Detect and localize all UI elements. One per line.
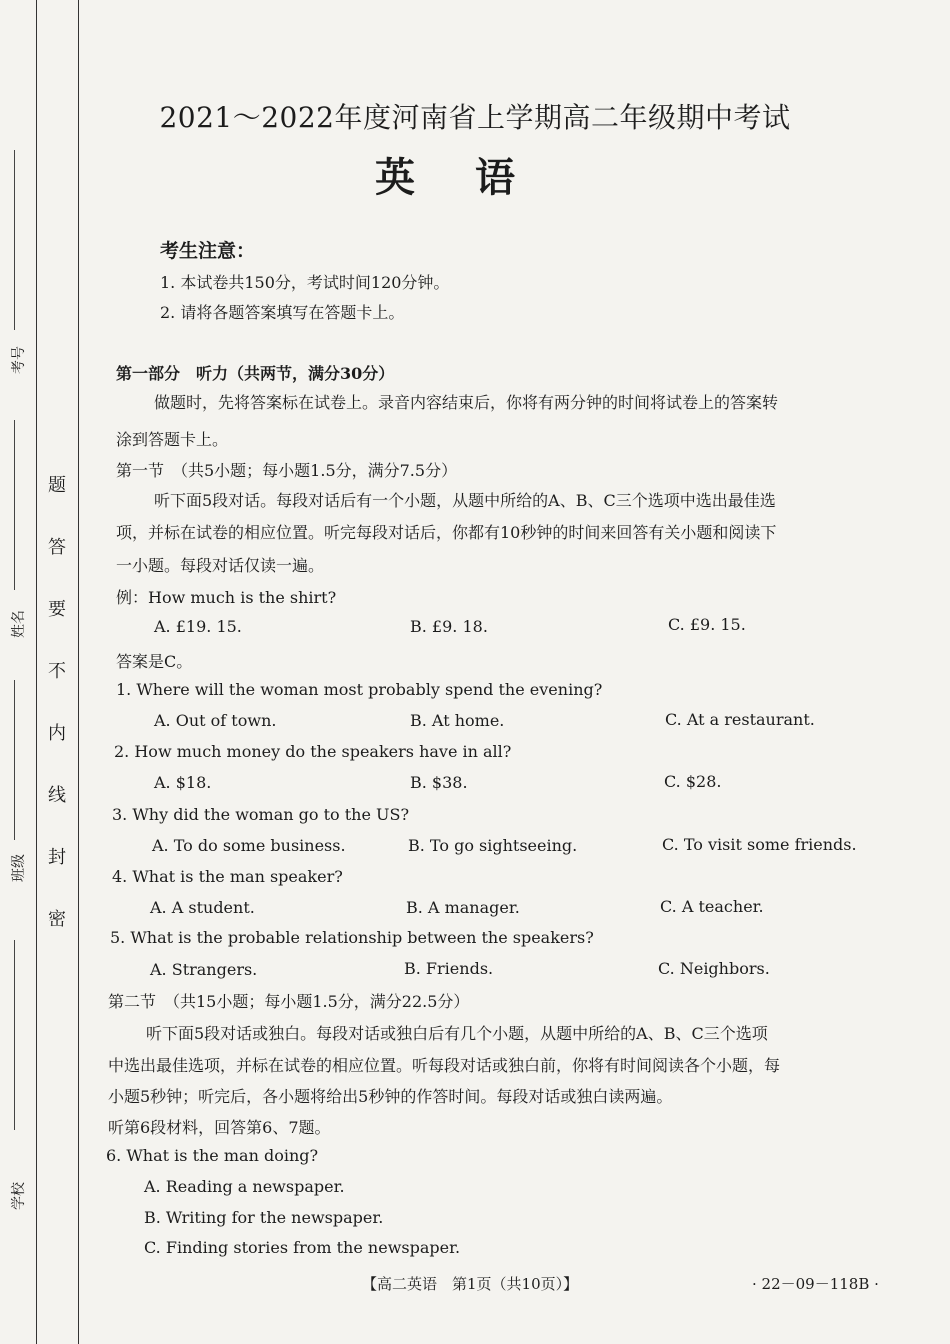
question-text: 2. How much money do the speakers have in all? — [114, 742, 512, 761]
option-a: A. Reading a newspaper. — [144, 1177, 345, 1196]
seal-char: 答 — [48, 537, 66, 558]
section2-instructions: 听下面5段对话或独白。每段对话或独白后有几个小题，从题中所给的A、B、C三个选项 — [146, 1024, 768, 1043]
option-c: C. Neighbors. — [658, 959, 770, 978]
notice-item: 2. 请将各题答案填写在答题卡上。 — [160, 303, 405, 322]
section1-heading: 第一节 （共5小题；每小题1.5分，满分7.5分） — [116, 461, 458, 480]
section1-instructions: 一小题。每段对话仅读一遍。 — [116, 556, 325, 575]
seal-char: 题 — [48, 475, 66, 496]
question-text: 6. What is the man doing? — [106, 1146, 319, 1165]
field-blank-2 — [14, 420, 15, 590]
seal-warning-column — [44, 455, 70, 951]
part1-intro: 做题时，先将答案标在试卷上。录音内容结束后，你将有两分钟的时间将试卷上的答案转 — [154, 393, 779, 412]
question-text: 5. What is the probable relationship between the speakers? — [110, 928, 594, 947]
section1-instructions: 项，并标在试卷的相应位置。听完每段对话后，你都有10秒钟的时间来回答有关小题和阅读下 — [116, 523, 777, 542]
option-b: B. Writing for the newspaper. — [144, 1208, 384, 1227]
option-b: B. Friends. — [404, 959, 494, 978]
example-answer: 答案是C。 — [116, 652, 193, 671]
seal-char: 密 — [48, 909, 66, 930]
seal-char: 封 — [48, 847, 66, 868]
option-b: B. $38. — [410, 773, 468, 792]
option-c: C. A teacher. — [660, 897, 764, 916]
seal-char: 要 — [48, 599, 66, 620]
option-b: B. To go sightseeing. — [408, 836, 578, 855]
notice-title: 考生注意： — [160, 240, 256, 262]
section1-instructions: 听下面5段对话。每段对话后有一个小题，从题中所给的A、B、C三个选项中选出最佳选 — [154, 491, 776, 510]
option-c: C. $28. — [664, 772, 722, 791]
option-b: B. A manager. — [406, 898, 520, 917]
option-a: A. $18. — [154, 773, 212, 792]
question-text: 4. What is the man speaker? — [112, 867, 343, 886]
part1-intro: 涂到答题卡上。 — [116, 430, 229, 449]
field-blank-3 — [14, 680, 15, 840]
field-blank-4 — [14, 940, 15, 1130]
field-label-class: 班级 — [11, 854, 27, 882]
notice-item: 1. 本试卷共150分，考试时间120分钟。 — [160, 273, 450, 292]
option-c: C. Finding stories from the newspaper. — [144, 1238, 461, 1257]
seal-char: 不 — [48, 661, 66, 682]
question-text: 1. Where will the woman most probably spend the evening? — [116, 680, 603, 699]
part1-heading: 第一部分 听力（共两节，满分30分） — [116, 364, 395, 383]
question-text: 3. Why did the woman go to the US? — [112, 805, 410, 824]
seal-char: 内 — [48, 723, 66, 744]
option-a: A. A student. — [150, 898, 255, 917]
seal-char: 线 — [48, 785, 66, 806]
example-option-b: B. £9. 18. — [410, 617, 488, 636]
example-option-c: C. £9. 15. — [668, 615, 746, 634]
option-c: C. To visit some friends. — [662, 835, 857, 854]
material-prompt: 听第6段材料，回答第6、7题。 — [108, 1118, 331, 1137]
exam-title: 2021～2022年度河南省上学期高二年级期中考试 — [159, 101, 791, 134]
page-footer: 【高二英语 第1页（共10页）】 — [362, 1275, 579, 1293]
subject-title: 英语 — [375, 154, 575, 201]
option-c: C. At a restaurant. — [665, 710, 815, 729]
paper-code: · 22－09－118B · — [752, 1275, 879, 1293]
section2-instructions: 中选出最佳选项，并标在试卷的相应位置。听每段对话或独白前，你将有时间阅读各个小题，每 — [108, 1056, 781, 1075]
option-a: A. Strangers. — [150, 960, 258, 979]
field-label-name: 姓名 — [11, 610, 27, 638]
option-a: A. To do some business. — [152, 836, 346, 855]
section2-heading: 第二节 （共15小题；每小题1.5分，满分22.5分） — [108, 992, 470, 1011]
example-option-a: A. £19. 15. — [154, 617, 242, 636]
section2-instructions: 小题5秒钟；听完后，各小题将给出5秒钟的作答时间。每段对话或独白读两遍。 — [108, 1087, 673, 1106]
option-a: A. Out of town. — [154, 711, 277, 730]
field-label-school: 学校 — [11, 1182, 27, 1210]
example-question: 例：How much is the shirt? — [116, 588, 337, 607]
option-b: B. At home. — [410, 711, 505, 730]
field-label-exam-number: 考号 — [11, 346, 27, 374]
